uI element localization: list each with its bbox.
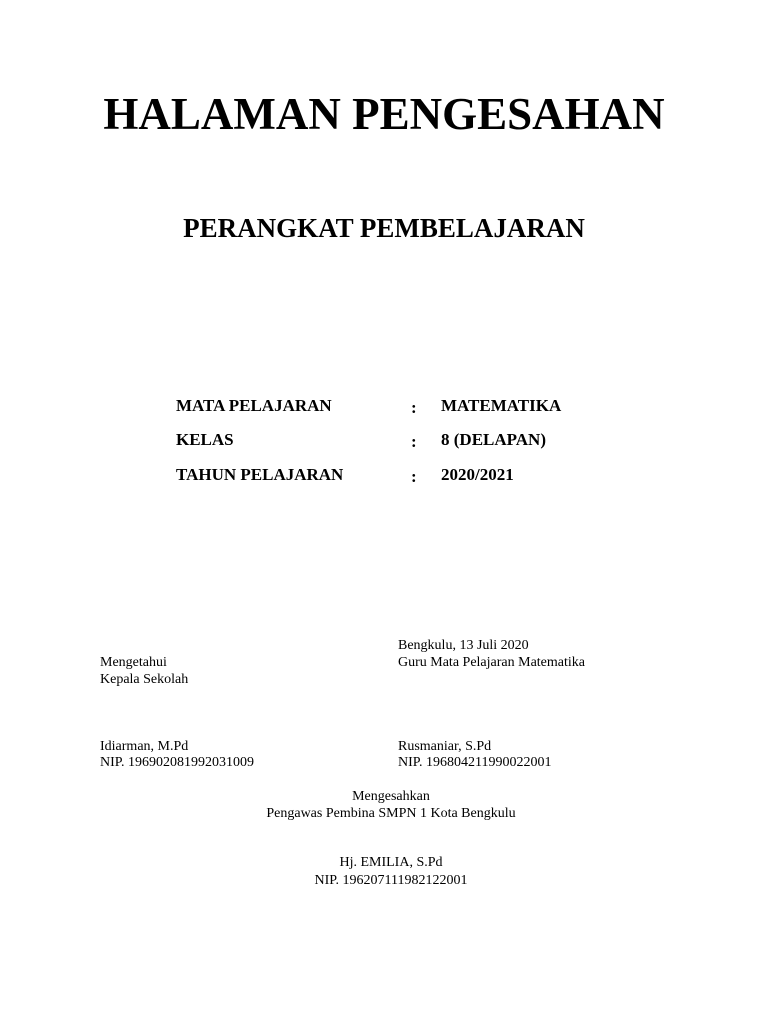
- info-label: KELAS: [176, 430, 234, 449]
- info-separator: :: [411, 467, 417, 486]
- left-signatory-name: Idiarman, M.Pd: [100, 739, 189, 754]
- info-value: 2020/2021: [441, 465, 514, 484]
- place-date: Bengkulu, 13 Juli 2020: [398, 638, 529, 653]
- right-signatory-nip: NIP. 196804211990022001: [398, 755, 552, 770]
- center-signatory-nip: NIP. 196207111982122001: [314, 873, 468, 888]
- center-signatory-line1: Mengesahkan: [352, 789, 430, 804]
- page-title: HALAMAN PENGESAHAN: [103, 89, 665, 139]
- right-signatory-role: Guru Mata Pelajaran Matematika: [398, 655, 585, 670]
- center-signatory-role: Pengawas Pembina SMPN 1 Kota Bengkulu: [266, 806, 516, 821]
- info-value: 8 (DELAPAN): [441, 430, 546, 449]
- left-signatory-role: Kepala Sekolah: [100, 672, 189, 687]
- info-separator: :: [411, 432, 417, 451]
- info-label: TAHUN PELAJARAN: [176, 465, 344, 484]
- center-signatory-name: Hj. EMILIA, S.Pd: [339, 855, 443, 870]
- info-separator: :: [411, 398, 417, 417]
- page-subtitle: PERANGKAT PEMBELAJARAN: [183, 213, 585, 243]
- info-label: MATA PELAJARAN: [176, 396, 332, 415]
- info-value: MATEMATIKA: [441, 396, 562, 415]
- right-signatory-name: Rusmaniar, S.Pd: [398, 739, 492, 754]
- left-signatory-nip: NIP. 196902081992031009: [100, 755, 255, 770]
- left-signatory-line1: Mengetahui: [100, 655, 167, 670]
